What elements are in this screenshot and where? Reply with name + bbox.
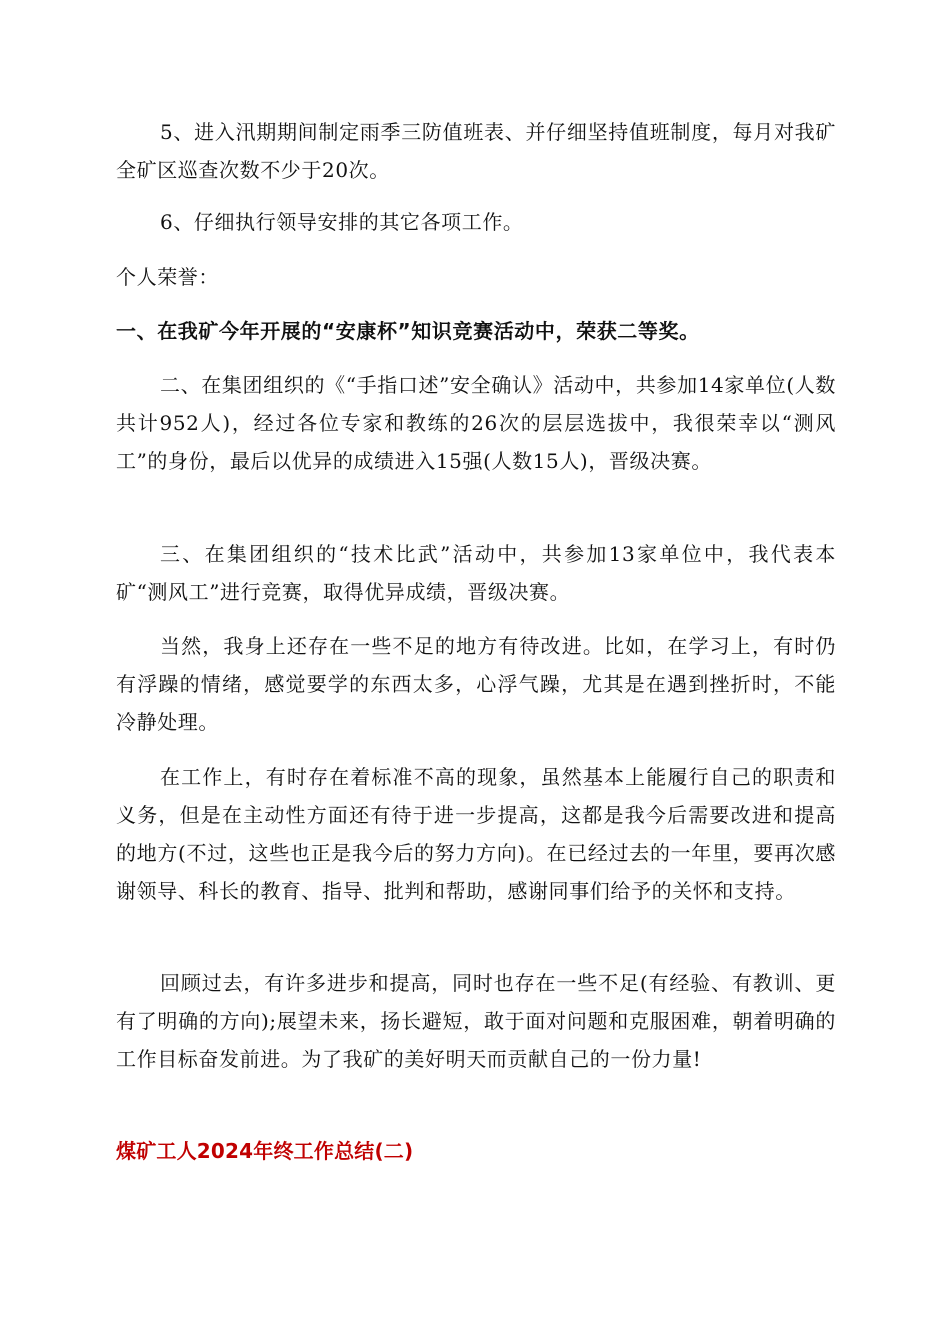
honor-item-1: 一、在我矿今年开展的“安康杯”知识竞赛活动中，荣获二等奖。 [116,319,700,343]
honor-item-3: 三、在集团组织的“技术比武”活动中，共参加13家单位中，我代表本矿“测风工”进行竞赛，取得优异成绩，晋级决赛。 [116,542,836,604]
paragraph-item-5: 5、进入汛期期间制定雨季三防值班表、并仔细坚持值班制度，每月对我矿全矿区巡查次数不少于20次。 [116,120,836,182]
review-outlook-paragraph: 回顾过去，有许多进步和提高，同时也存在一些不足(有经验、有教训、更有了明确的方向);展望未来，扬长避短，敢于面对问题和克服困难，朝着明确的工作目标奋发前进。为了我矿的美好明天而贡献自己的一份力量! [116,971,836,1071]
paragraph-item-6: 6、仔细执行领导安排的其它各项工作。 [160,210,524,234]
work-reflection-paragraph: 在工作上，有时存在着标准不高的现象，虽然基本上能履行自己的职责和义务，但是在主动性方面还有待于进一步提高，这都是我今后需要改进和提高的地方(不过，这些也正是我今后的努力方向)。在已经过去的一年里，要再次感谢领导、科长的教育、指导、批判和帮助，感谢同事们给予的关怀和支持。 [116,765,836,903]
section-heading: 煤矿工人2024年终工作总结(二) [116,1139,414,1163]
personal-honors-label: 个人荣誉： [116,265,219,289]
honor-item-2: 二、在集团组织的《“手指口述”安全确认》活动中，共参加14家单位(人数共计952人)，经过各位专家和教练的26次的层层选拔中，我很荣幸以“测风工”的身份，最后以优异的成绩进入15强(人数15人)，晋级决赛。 [116,373,836,473]
shortcomings-paragraph: 当然，我身上还存在一些不足的地方有待改进。比如，在学习上，有时仍有浮躁的情绪，感觉要学的东西太多，心浮气躁，尤其是在遇到挫折时，不能冷静处理。 [116,634,836,734]
